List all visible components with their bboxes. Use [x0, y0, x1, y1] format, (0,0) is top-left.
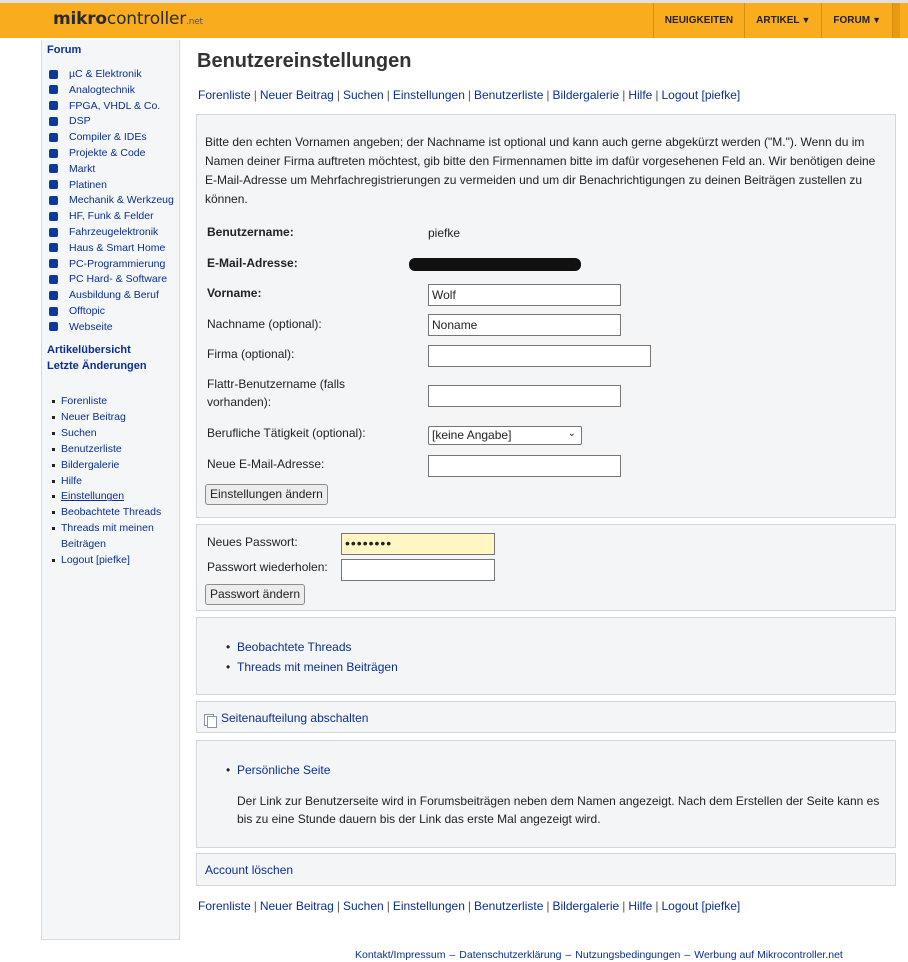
- chevron-down-icon: ▼: [872, 15, 881, 25]
- sidebar-link-label: Einstellungen: [61, 490, 125, 503]
- breadcrumb-bottom: [198, 899, 740, 913]
- terminal-icon: [47, 132, 61, 143]
- logo-bold: mikro: [53, 9, 107, 29]
- new-email-input[interactable]: [428, 455, 621, 477]
- personal-page-description: Der Link zur Benutzerseite wird in Forumsbeiträgen neben dem Namen angezeigt. Nach dem Erstellen der Seite kann es bis zu eine Stunde dauern bis der Link das erste Mal angezeigt wird.: [237, 794, 880, 826]
- footer-link[interactable]: Nutzungsbedingungen: [575, 949, 681, 961]
- sidebar-category[interactable]: [47, 242, 165, 254]
- sidebar-category-label: Mechanik & Werkzeug: [69, 194, 174, 207]
- breadcrumb-separator: |: [467, 88, 471, 102]
- lastname-input[interactable]: Noname: [428, 314, 621, 336]
- sidebar-category-label: DSP: [69, 115, 91, 128]
- site-logo[interactable]: [53, 9, 203, 29]
- settings-intro: Bitte den echten Vornamen angeben; der Nachname ist optional und kann auch gerne abgekürzt werden ("M."). Wenn du im Namen deiner Firma auftreten möchtest, gib bitte den Firmennamen bitte im dafür vorgesehenen Feld an. Wir benötigen deine E-Mail-Adresse um Mehrfachregistrierungen zu vermeiden und um dir Benachrichtigungen zu deinen Beiträgen zustellen zu können.: [205, 135, 876, 206]
- waveform-icon: [47, 116, 61, 127]
- flattr-label: Flattr-Benutzername (falls vorhanden):: [207, 377, 346, 409]
- link-my-threads[interactable]: • Threads mit meinen Beiträgen: [237, 660, 398, 674]
- sidebar-link-label: Forenliste: [61, 395, 108, 407]
- sidebar-category[interactable]: [47, 289, 159, 301]
- oscilloscope-icon: [47, 84, 61, 95]
- sidebar-link-letzte-aenderungen[interactable]: Letzte Änderungen: [47, 360, 147, 372]
- company-input[interactable]: [428, 345, 651, 367]
- sidebar-link[interactable]: [53, 522, 154, 534]
- sidebar-category-label: Ausbildung & Beruf: [69, 289, 159, 302]
- breadcrumb-separator: |: [386, 899, 390, 913]
- redacted-email-value: [409, 258, 581, 271]
- nav-label: FORUM: [833, 15, 871, 26]
- nav-forum[interactable]: [821, 3, 892, 38]
- breadcrumb-separator: |: [336, 899, 340, 913]
- firstname-label: Vorname:: [207, 286, 262, 300]
- job-select[interactable]: [428, 426, 582, 445]
- pagination-panel: [196, 701, 896, 733]
- sidebar-category-label: Haus & Smart Home: [69, 241, 166, 254]
- sidebar-link-label: Beobachtete Threads: [61, 506, 162, 519]
- breadcrumb-link[interactable]: Benutzerliste: [474, 899, 544, 913]
- repeat-password-label: Passwort wiederholen:: [207, 560, 328, 574]
- sidebar-category-label: Markt: [69, 162, 96, 175]
- breadcrumb-separator: |: [546, 899, 550, 913]
- nav-neuigkeiten[interactable]: [653, 3, 744, 38]
- breadcrumb-link[interactable]: Benutzerliste: [474, 88, 544, 102]
- flattr-input[interactable]: [428, 385, 621, 407]
- nav-label: NEUIGKEITEN: [664, 15, 734, 26]
- sidebar-link[interactable]: [53, 506, 161, 518]
- disable-pagination-link[interactable]: Seitenaufteilung abschalten: [221, 711, 369, 725]
- breadcrumb-separator: |: [622, 899, 626, 913]
- car-icon: [47, 227, 61, 238]
- breadcrumb-link[interactable]: Hilfe: [628, 88, 653, 102]
- email-label: E-Mail-Adresse:: [207, 256, 298, 270]
- sidebar-link[interactable]: [53, 554, 130, 566]
- change-password-button[interactable]: Passwort ändern: [205, 584, 305, 605]
- breadcrumb-link[interactable]: Logout [piefke]: [661, 899, 741, 913]
- sidebar-link-artikeluebersicht[interactable]: Artikelübersicht: [47, 344, 131, 356]
- repeat-password-input[interactable]: [341, 559, 495, 581]
- breadcrumb-link[interactable]: Logout [piefke]: [661, 88, 741, 102]
- sidebar-category-label: Fahrzeugelektronik: [69, 226, 159, 238]
- sidebar-link[interactable]: [53, 490, 124, 502]
- sidebar-category[interactable]: [47, 321, 113, 333]
- chevron-down-icon: ⌄: [567, 428, 576, 439]
- link-watched-threads[interactable]: • Beobachtete Threads: [237, 640, 352, 654]
- sidebar-link[interactable]: [53, 427, 97, 439]
- sidebar-link-label: Hilfe: [61, 474, 83, 487]
- sidebar-category[interactable]: [47, 194, 174, 206]
- top-bar: [0, 0, 908, 38]
- breadcrumb-link[interactable]: Einstellungen: [392, 88, 465, 102]
- company-label: Firma (optional):: [207, 347, 295, 361]
- nav-artikel[interactable]: [744, 3, 821, 38]
- sidebar-category[interactable]: [47, 100, 160, 112]
- board-icon: [47, 179, 61, 190]
- delete-account-panel: [196, 853, 896, 886]
- sidebar-category[interactable]: [47, 115, 91, 127]
- sidebar-category[interactable]: [47, 179, 107, 191]
- sidebar-category-label: PC-Programmierung: [69, 257, 166, 270]
- chat-icon: [47, 306, 61, 317]
- breadcrumb-separator: |: [386, 88, 390, 102]
- breadcrumb-separator: |: [546, 88, 550, 102]
- breadcrumb-link[interactable]: Forenliste: [198, 88, 251, 102]
- sidebar-link-label: Benutzerliste: [61, 442, 122, 455]
- footer-link[interactable]: Datenschutzerklärung: [459, 949, 562, 961]
- sidebar-category[interactable]: [47, 273, 167, 285]
- sidebar-category-label: Webseite: [69, 320, 113, 333]
- job-select-value: [keine Angabe]: [432, 428, 512, 442]
- logo-suffix: .net: [186, 17, 203, 27]
- breadcrumb-link[interactable]: Einstellungen: [392, 899, 465, 913]
- sidebar-category[interactable]: [47, 210, 154, 222]
- sidebar: [41, 40, 180, 940]
- sidebar-category-label: Projekte & Code: [69, 147, 146, 159]
- sidebar-link-label: Threads mit meinen: [61, 522, 154, 535]
- sidebar-link[interactable]: [53, 475, 82, 487]
- footer-separator: –: [565, 949, 572, 961]
- new-password-input[interactable]: ••••••••: [341, 533, 495, 555]
- breadcrumb-separator: |: [253, 88, 257, 102]
- sidebar-category[interactable]: [47, 258, 165, 270]
- password-panel: [196, 524, 896, 611]
- breadcrumb-separator: |: [467, 899, 471, 913]
- new-email-label: Neue E-Mail-Adresse:: [207, 457, 325, 471]
- username-value: piefke: [428, 226, 461, 240]
- sidebar-link-label: Bildergalerie: [61, 458, 120, 471]
- job-label: Berufliche Tätigkeit (optional):: [207, 426, 366, 440]
- sidebar-category[interactable]: [47, 147, 145, 159]
- globe-icon: [47, 321, 61, 332]
- sidebar-category-label: FPGA, VHDL & Co.: [69, 99, 161, 112]
- sidebar-category[interactable]: [47, 305, 105, 317]
- project-icon: [47, 148, 61, 159]
- breadcrumb-top: [198, 88, 740, 102]
- sidebar-heading-forum[interactable]: Forum: [47, 44, 82, 56]
- sidebar-category-label: PC Hard- & Software: [69, 273, 168, 286]
- breadcrumb-separator: |: [655, 899, 659, 913]
- nav-endcap: [892, 3, 900, 38]
- footer-link[interactable]: Werbung auf Mikrocontroller.net: [694, 949, 843, 961]
- breadcrumb-separator: |: [336, 88, 340, 102]
- sidebar-link-label: Logout [piefke]: [61, 554, 130, 566]
- antenna-icon: [47, 211, 61, 222]
- breadcrumb-link[interactable]: Suchen: [342, 88, 384, 102]
- threads-panel: [196, 617, 896, 695]
- chevron-down-icon: ▼: [801, 15, 811, 25]
- wrench-icon: [47, 195, 61, 206]
- sidebar-link-continuation[interactable]: [53, 538, 106, 550]
- breadcrumb-link[interactable]: Bildergalerie: [552, 88, 620, 102]
- sidebar-category-label: µC & Elektronik: [69, 68, 142, 80]
- breadcrumb-link[interactable]: Forenliste: [198, 899, 251, 913]
- sidebar-category-label: Platinen: [69, 178, 107, 191]
- page-title: Benutzereinstellungen: [197, 50, 412, 72]
- link-personal-page[interactable]: • Persönliche Seite: [237, 763, 330, 777]
- footer-link[interactable]: Kontakt/Impressum: [355, 949, 446, 961]
- sidebar-category[interactable]: [47, 68, 142, 80]
- sidebar-link[interactable]: [53, 443, 122, 455]
- footer: [355, 949, 843, 961]
- username-label: Benutzername:: [207, 225, 294, 239]
- breadcrumb-separator: |: [655, 88, 659, 102]
- sidebar-link[interactable]: [53, 411, 126, 423]
- sidebar-category[interactable]: [47, 131, 147, 143]
- code-icon: [47, 258, 61, 269]
- logo-rest: controller: [106, 9, 187, 29]
- save-settings-button[interactable]: Einstellungen ändern: [205, 484, 328, 505]
- sidebar-category-label: Offtopic: [69, 305, 105, 317]
- fpga-icon: [47, 100, 61, 111]
- sidebar-category-label: Compiler & IDEs: [69, 131, 147, 144]
- breadcrumb-link[interactable]: Neuer Beitrag: [259, 899, 334, 913]
- footer-separator: –: [684, 949, 691, 961]
- sidebar-link[interactable]: [53, 395, 107, 407]
- sidebar-category[interactable]: [47, 226, 158, 238]
- sidebar-link[interactable]: [53, 459, 119, 471]
- personal-page-panel: [196, 740, 896, 848]
- sidebar-link-label: Beiträgen: [61, 538, 106, 551]
- footer-separator: –: [449, 949, 456, 961]
- sidebar-link-label: Neuer Beitrag: [61, 410, 126, 423]
- sidebar-category-label: Analogtechnik: [69, 83, 135, 96]
- delete-account-link[interactable]: Account löschen: [205, 863, 294, 877]
- settings-panel: [196, 114, 896, 518]
- sidebar-category[interactable]: [47, 163, 95, 175]
- firstname-input[interactable]: Wolf: [428, 284, 621, 306]
- breadcrumb-separator: |: [253, 899, 257, 913]
- sidebar-link-label: Suchen: [61, 426, 97, 439]
- lastname-label: Nachname (optional):: [207, 317, 322, 331]
- breadcrumb-link[interactable]: Suchen: [342, 899, 384, 913]
- nav-label: ARTIKEL: [756, 15, 800, 26]
- top-nav: [653, 3, 900, 38]
- breadcrumb-link[interactable]: Bildergalerie: [552, 899, 620, 913]
- sidebar-category[interactable]: [47, 84, 135, 96]
- pages-icon: [204, 714, 216, 726]
- home-icon: [47, 242, 61, 253]
- cart-icon: [47, 163, 61, 174]
- breadcrumb-separator: |: [622, 88, 626, 102]
- sidebar-category-label: HF, Funk & Felder: [69, 210, 154, 223]
- breadcrumb-link[interactable]: Hilfe: [628, 899, 653, 913]
- chip-icon: [47, 69, 61, 80]
- monitor-icon: [47, 274, 61, 285]
- new-password-label: Neues Passwort:: [207, 535, 298, 549]
- breadcrumb-link[interactable]: Neuer Beitrag: [259, 88, 334, 102]
- book-icon: [47, 290, 61, 301]
